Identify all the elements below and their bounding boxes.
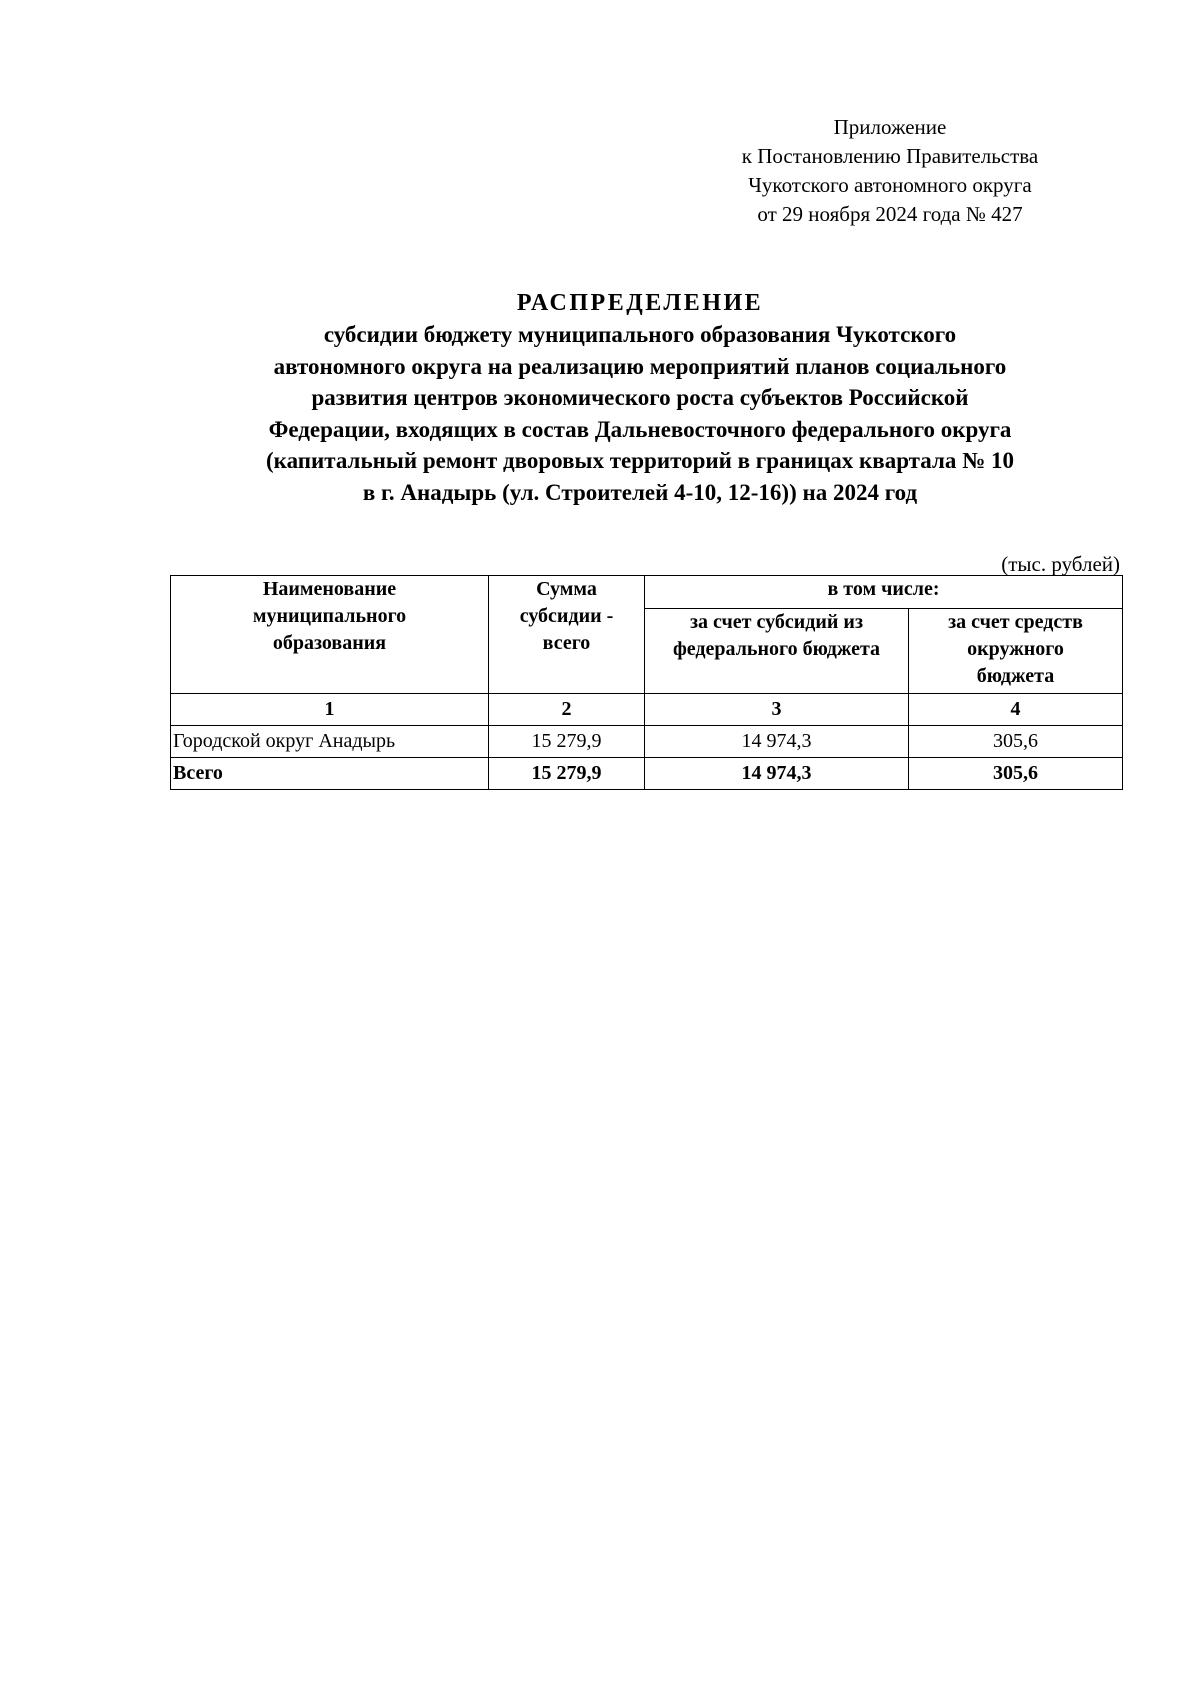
header-including: в том числе: <box>645 576 1123 609</box>
appendix-date-number: от 29 ноября 2024 года № 427 <box>757 202 1023 226</box>
municipality-name: Городской округ Анадырь <box>171 726 489 758</box>
units-label: (тыс. рублей) <box>1001 552 1120 576</box>
appendix-title: Приложение <box>833 115 947 139</box>
header-okrug-budget: за счет средств окружного бюджета <box>909 609 1123 694</box>
total-row <box>171 758 1123 790</box>
document-title <box>140 287 1140 508</box>
title-heading: РАСПРЕДЕЛЕНИЕ <box>516 290 764 316</box>
title-line: развития центров экономического роста субъектов Российской <box>311 385 969 410</box>
okrug-budget-sum: 305,6 <box>909 758 1123 790</box>
column-number: 4 <box>909 694 1123 726</box>
column-number: 1 <box>171 694 489 726</box>
column-number: 3 <box>645 694 909 726</box>
total-label: Всего <box>171 758 489 790</box>
federal-budget-sum: 14 974,3 <box>645 758 909 790</box>
appendix-resolution-ref: к Постановлению Правительства <box>741 144 1039 168</box>
total-subsidy-value: 15 279,9 <box>489 726 645 758</box>
column-number: 2 <box>489 694 645 726</box>
header-municipality: Наименование муниципального образования <box>171 576 489 694</box>
distribution-table <box>170 575 1123 790</box>
title-line: Федерации, входящих в состав Дальневосточного федерального округа <box>268 416 1012 442</box>
title-line: субсидии бюджету муниципального образования Чукотского <box>323 322 957 347</box>
total-subsidy-sum: 15 279,9 <box>489 758 645 790</box>
title-line: (капитальный ремонт дворовых территорий в границах квартала № 10 <box>266 448 1014 473</box>
title-line: автономного округа на реализацию мероприятий планов социального <box>273 353 1007 379</box>
column-number-row <box>171 694 1123 726</box>
header-total-subsidy: Сумма субсидии - всего <box>489 576 645 694</box>
table-row <box>171 726 1123 758</box>
title-line: в г. Анадырь (ул. Строителей 4-10, 12-16)) на 2024 год <box>362 479 918 505</box>
header-federal-budget: за счет субсидий из федерального бюджета <box>645 609 909 694</box>
appendix-government: Чукотского автономного округа <box>748 173 1032 197</box>
okrug-budget-value: 305,6 <box>909 726 1123 758</box>
appendix-block <box>700 113 1080 229</box>
federal-budget-value: 14 974,3 <box>645 726 909 758</box>
